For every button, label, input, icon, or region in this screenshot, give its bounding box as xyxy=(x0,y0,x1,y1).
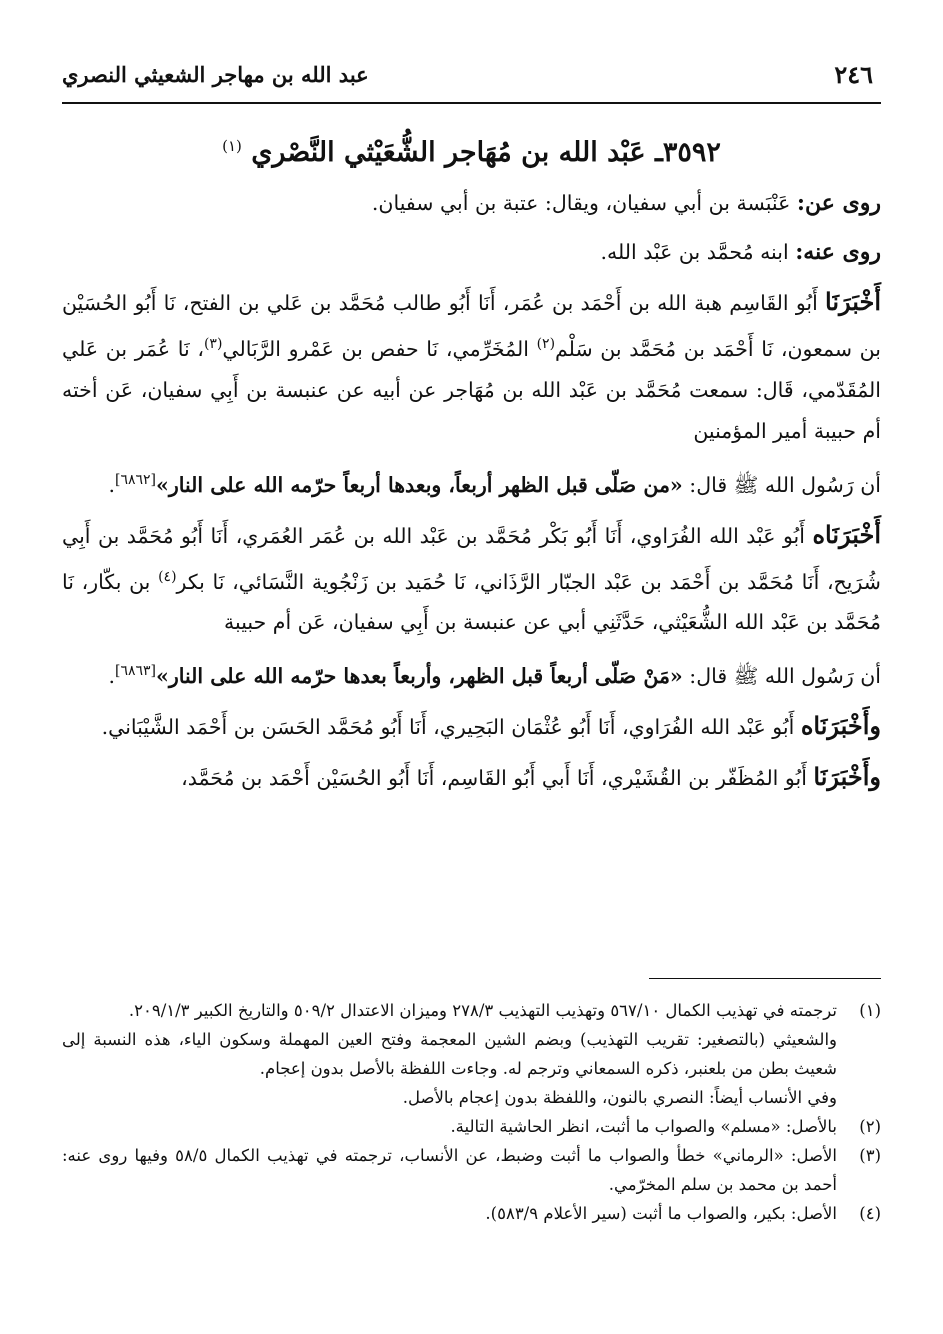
isnad-1-part-a: أَبُو القَاسِم هبة الله بن أَحْمَد بن عُمَر، أَنَا أَبُو طالب مُحَمَّد بن عَلي بن الفتح، نَا أَبُو الحُسَيْن بن سمعون، نَا أَحْمَد بن مُحَمَّد بن سَلْم xyxy=(62,291,881,361)
footnote-1-text-b: والشعيثي (بالتصغير: تقريب التهذيب) وبضم الشين المعجمة وفتح العين المهملة وسكون الياء، هذه النسبة إلى شعيث بطن من بلعنبر، ذكره السمعاني وترجم له. وجاءت اللفظة بالأصل بدون إعجام. xyxy=(62,1030,837,1078)
hadith-1-text: «من صَلّى قبل الظهر أربعاً، وبعدها أربعاً حرّمه الله على النار» xyxy=(156,472,683,497)
hadith-2-intro: أن رَسُول الله ﷺ قال: xyxy=(689,664,881,689)
title-note-ref[interactable]: (١) xyxy=(222,137,242,155)
page-number: ٢٤٦ xyxy=(834,60,873,89)
footnote-1-number: (١) xyxy=(859,1001,881,1020)
isnad-2-part-a: أَبُو عَبْد الله الفُرَاوي، أَنَا أَبُو بَكْر مُحَمَّد بن عَبْد الله بن عُمَر العُمَري، أَنَا أَبُو مُحَمَّد بن أَبِي شُرَيح، أَنَا مُحَمَّد بن أَحْمَد بن عَبْد الجبّار الرَّذَاني، نَا حُمَيد بن زَنْجُوية النَّسَائي، نَا بكر xyxy=(62,523,881,594)
isnad-4-lead: وأَخْبَرَنَا xyxy=(813,762,881,792)
isnad-1-part-c: ، نَا عُمَر بن عَلي المُقَدّمي، قَال: سمعت مُحَمَّد بن عَبْد الله بن مُهَاجر عن أبيه عن عنبسة بن أَبِي سفيان، عَن أخته أم حبيبة أمير المؤمنين xyxy=(62,336,881,443)
footnote-4 xyxy=(62,1199,881,1228)
entry-title xyxy=(62,124,881,175)
footnote-2-number: (٢) xyxy=(859,1117,881,1136)
footnote-3-text: الأصل: «الرماني» خطأ والصواب ما أثبت وضبط، عن الأنساب، ترجمته في تهذيب الكمال ٥٨/٥ وفيها روى عنه: أحمد بن محمد بن سلم المخرّمي. xyxy=(62,1146,837,1194)
running-head: عبد الله بن مهاجر الشعيثي النصري xyxy=(62,62,369,87)
isnad-paragraph-3 xyxy=(62,705,881,748)
page-header xyxy=(62,58,881,104)
footnote-1-text: ترجمته في تهذيب الكمال ٥٦٧/١٠ وتهذيب التهذيب ٢٧٨/٣ وميزان الاعتدال ٥٠٩/٢ والتاريخ الكبير ٢٠٩/١/٣. xyxy=(128,1001,837,1020)
isnad-paragraph-1 xyxy=(62,281,881,452)
note-ref-2[interactable]: (٢) xyxy=(536,336,556,352)
footnote-2 xyxy=(62,1112,881,1141)
footnote-2-text: بالأصل: «مسلم» والصواب ما أثبت، انظر الحاشية التالية. xyxy=(450,1117,837,1136)
entry-body xyxy=(62,118,881,807)
isnad-2-part-b: بن بكّار، نَا مُحَمَّد بن عَبْد الله الشُّعَيْثي، حَدَّثَنِي أبي عن عنبسة بن أَبِي سفيان، عَن أم حبيبة xyxy=(62,569,881,635)
isnad-paragraph-4 xyxy=(62,756,881,799)
hadith-2-number: [٦٨٦٣] xyxy=(114,663,156,680)
rawa-anhu-label: روى عنه: xyxy=(795,239,881,265)
isnad-4-text: أَبُو المُظَفّر بن القُشَيْري، أَنَا أَبي أَبُو القَاسِم، أَنَا أَبُو الحُسَيْن أَحْمَد بن مُحَمَّد، xyxy=(181,766,807,791)
footnote-3-number: (٣) xyxy=(859,1146,881,1165)
hadith-1: أن رَسُول الله ﷺ قال: «من صَلّى قبل الظهر أربعاً، وبعدها أربعاً حرّمه الله على النار»[٦٨٦٢]. xyxy=(108,471,881,497)
hadith-2-text: «مَنْ صَلّى أربعاً قبل الظهر، وأربعاً بعدها حرّمه الله على النار» xyxy=(156,664,683,689)
footnote-1-body xyxy=(62,996,837,1112)
rawa-an-label: روى عن: xyxy=(796,190,881,216)
hadith-2: أن رَسُول الله ﷺ قال: «مَنْ صَلّى أربعاً قبل الظهر، وأربعاً بعدها حرّمه الله على النار»[٦٨٦٣]. xyxy=(108,663,881,689)
footnote-4-text: الأصل: بكير، والصواب ما أثبت (سير الأعلام ٥٨٣/٩). xyxy=(485,1204,837,1223)
isnad-1-lead: أَخْبَرَنَا xyxy=(825,287,881,316)
entry-number: ٣٥٩٢ xyxy=(662,137,721,168)
hadith-1-intro: أن رَسُول الله ﷺ قال: xyxy=(689,472,881,497)
isnad-3-lead: وأَخْبَرَنَاه xyxy=(800,711,881,741)
footnotes xyxy=(62,996,881,1228)
isnad-2-lead: أَخْبَرَنَاه xyxy=(812,519,881,549)
rawa-anhu-line xyxy=(62,232,881,273)
note-ref-4[interactable]: (٤) xyxy=(158,568,177,585)
footnote-4-number: (٤) xyxy=(859,1204,881,1223)
entry-name: ـ عَبْد الله بن مُهَاجر الشُّعَيْثي النَّصْري xyxy=(251,137,663,168)
note-ref-3[interactable]: (٣) xyxy=(203,336,223,352)
rawa-anhu-text: ابنه مُحمَّد بن عَبْد الله. xyxy=(600,240,789,264)
footnote-3 xyxy=(62,1141,881,1199)
isnad-1-part-b: المُخَرِّمي، نَا حفص بن عَمْرو الرَّبَالي xyxy=(222,336,529,361)
hadith-1-number: [٦٨٦٢] xyxy=(114,471,156,488)
isnad-paragraph-2 xyxy=(62,514,881,644)
footnote-divider xyxy=(649,978,881,979)
footnote-1 xyxy=(62,996,881,1112)
footnote-1-text-c: وفي الأنساب أيضاً: النصري بالنون، واللفظة بدون إعجام بالأصل. xyxy=(402,1088,837,1107)
rawa-an-line xyxy=(62,183,881,224)
rawa-an-text: عَنْبَسة بن أبي سفيان، ويقال: عتبة بن أبي سفيان. xyxy=(371,191,791,215)
isnad-3-text: أَبُو عَبْد الله الفُرَاوي، أَنَا أَبُو عُثْمَان البَحِيري، أَنَا أَبُو مُحَمَّد الحَسَن بن أَحْمَد الشَّيْبَاني. xyxy=(101,715,795,740)
